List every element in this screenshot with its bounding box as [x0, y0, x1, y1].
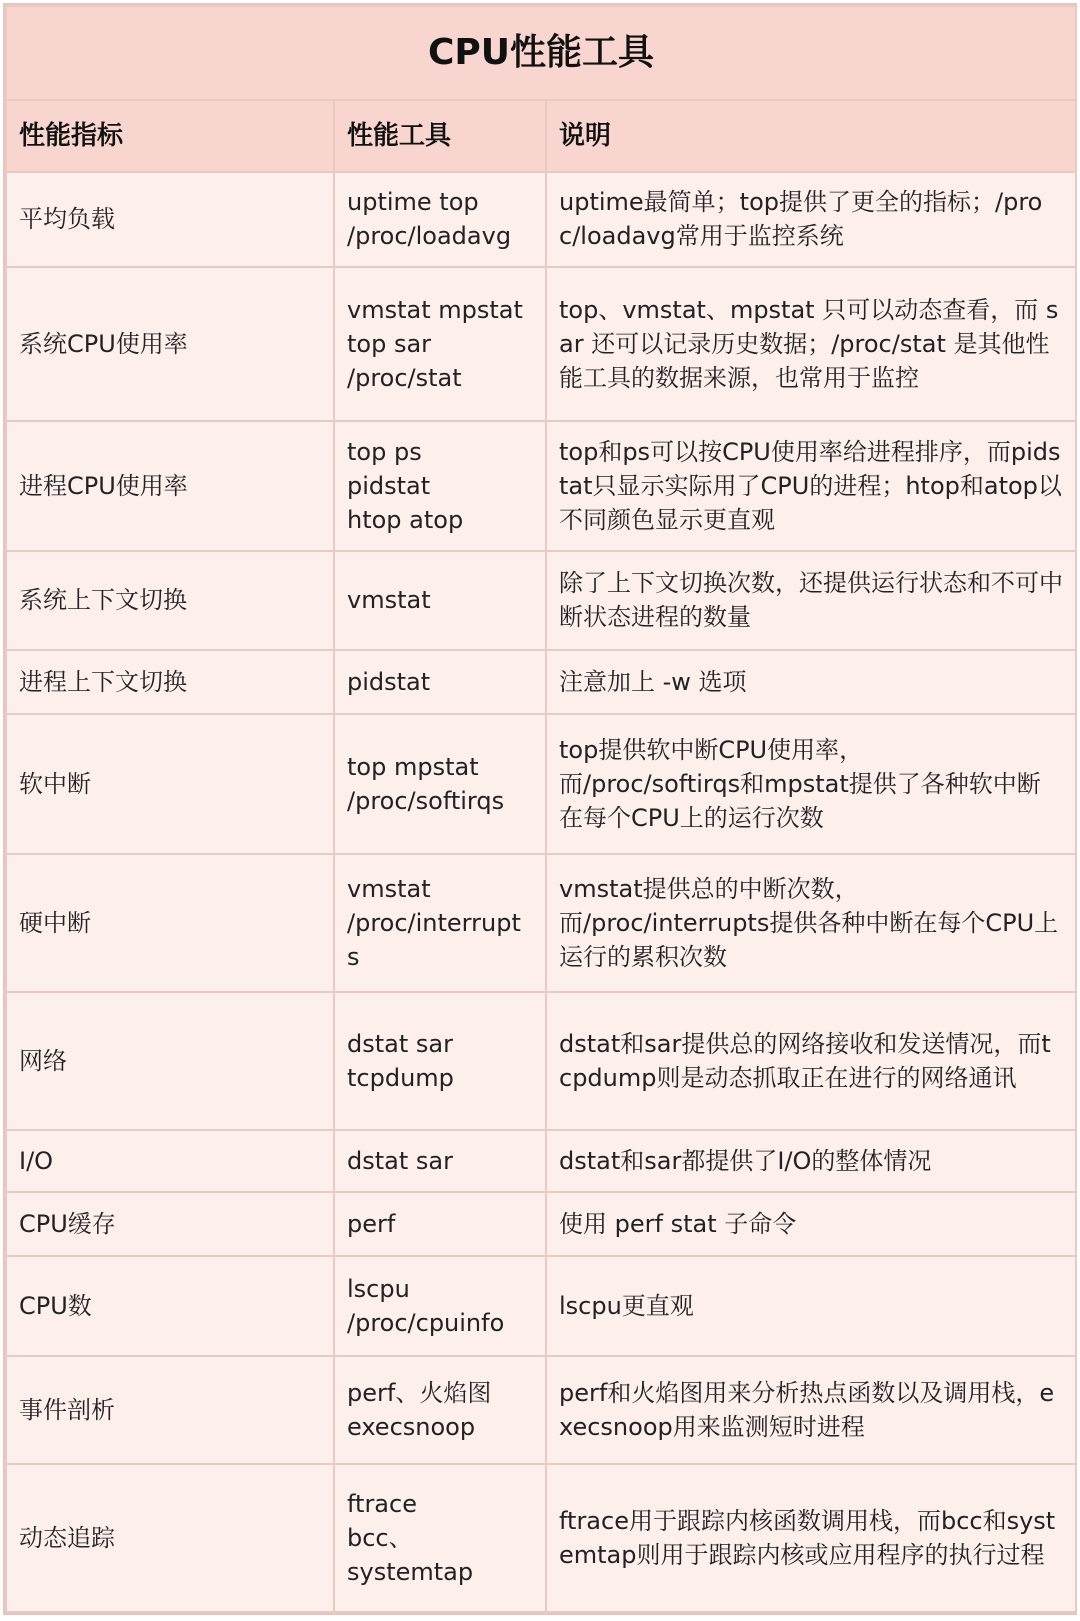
- description-cell: 除了上下文切换次数，还提供运行状态和不可中断状态进程的数量: [546, 551, 1076, 650]
- description-cell: 使用 perf stat 子命令: [546, 1192, 1076, 1256]
- metric-cell: CPU数: [6, 1256, 334, 1357]
- table-row: [6, 714, 1076, 854]
- tools-cell: uptime top /proc/loadavg: [334, 172, 546, 267]
- metric-cell: 动态追踪: [6, 1464, 334, 1612]
- description-cell: top提供软中断CPU使用率， 而/proc/softirqs和mpstat提供了各种软中断在每个CPU上的运行次数: [546, 714, 1076, 854]
- metric-cell: I/O: [6, 1130, 334, 1192]
- table-row: [6, 267, 1076, 422]
- header-description: 说明: [546, 100, 1076, 172]
- tools-cell: top ps pidstat htop atop: [334, 421, 546, 551]
- table-row: [6, 650, 1076, 714]
- tools-cell: vmstat /proc/interrupts: [334, 854, 546, 992]
- table-row: [6, 1130, 1076, 1192]
- description-cell: top、vmstat、mpstat 只可以动态查看，而 sar 还可以记录历史数据；/proc/stat 是其他性能工具的数据来源，也常用于监控: [546, 267, 1076, 422]
- header-tools: 性能工具: [334, 100, 546, 172]
- description-cell: perf和火焰图用来分析热点函数以及调用栈，execsnoop用来监测短时进程: [546, 1356, 1076, 1463]
- table-row: [6, 992, 1076, 1130]
- metric-cell: 网络: [6, 992, 334, 1130]
- metric-cell: 系统CPU使用率: [6, 267, 334, 422]
- tools-cell: vmstat: [334, 551, 546, 650]
- tools-cell: dstat sar tcpdump: [334, 992, 546, 1130]
- metric-cell: 平均负载: [6, 172, 334, 267]
- metric-cell: 进程CPU使用率: [6, 421, 334, 551]
- table-row: [6, 1192, 1076, 1256]
- table-row: [6, 172, 1076, 267]
- description-cell: dstat和sar都提供了I/O的整体情况: [546, 1130, 1076, 1192]
- table-row: [6, 1256, 1076, 1357]
- description-cell: uptime最简单；top提供了更全的指标；/proc/loadavg常用于监控系统: [546, 172, 1076, 267]
- table-row: [6, 421, 1076, 551]
- table-row: [6, 1356, 1076, 1463]
- tools-cell: perf: [334, 1192, 546, 1256]
- table-row: [6, 854, 1076, 992]
- metric-cell: CPU缓存: [6, 1192, 334, 1256]
- table-row: [6, 551, 1076, 650]
- title-row: [6, 6, 1076, 100]
- table: [5, 5, 1077, 1613]
- tools-cell: dstat sar: [334, 1130, 546, 1192]
- tools-cell: lscpu /proc/cpuinfo: [334, 1256, 546, 1357]
- metric-cell: 系统上下文切换: [6, 551, 334, 650]
- table-row: [6, 1464, 1076, 1612]
- description-cell: top和ps可以按CPU使用率给进程排序，而pidstat只显示实际用了CPU的进程；htop和atop以不同颜色显示更直观: [546, 421, 1076, 551]
- header-row: [6, 100, 1076, 172]
- tools-cell: vmstat mpstat top sar /proc/stat: [334, 267, 546, 422]
- metric-cell: 进程上下文切换: [6, 650, 334, 714]
- description-cell: dstat和sar提供总的网络接收和发送情况，而tcpdump则是动态抓取正在进行的网络通讯: [546, 992, 1076, 1130]
- header-metric: 性能指标: [6, 100, 334, 172]
- metric-cell: 硬中断: [6, 854, 334, 992]
- metric-cell: 软中断: [6, 714, 334, 854]
- cpu-tools-table: [3, 3, 1077, 1615]
- tools-cell: perf、火焰图 execsnoop: [334, 1356, 546, 1463]
- description-cell: vmstat提供总的中断次数， 而/proc/interrupts提供各种中断在每个CPU上运行的累积次数: [546, 854, 1076, 992]
- description-cell: lscpu更直观: [546, 1256, 1076, 1357]
- description-cell: 注意加上 -w 选项: [546, 650, 1076, 714]
- tools-cell: pidstat: [334, 650, 546, 714]
- tools-cell: top mpstat /proc/softirqs: [334, 714, 546, 854]
- metric-cell: 事件剖析: [6, 1356, 334, 1463]
- description-cell: ftrace用于跟踪内核函数调用栈，而bcc和systemtap则用于跟踪内核或应用程序的执行过程: [546, 1464, 1076, 1612]
- table-title: CPU性能工具: [6, 6, 1076, 100]
- tools-cell: ftrace bcc、 systemtap: [334, 1464, 546, 1612]
